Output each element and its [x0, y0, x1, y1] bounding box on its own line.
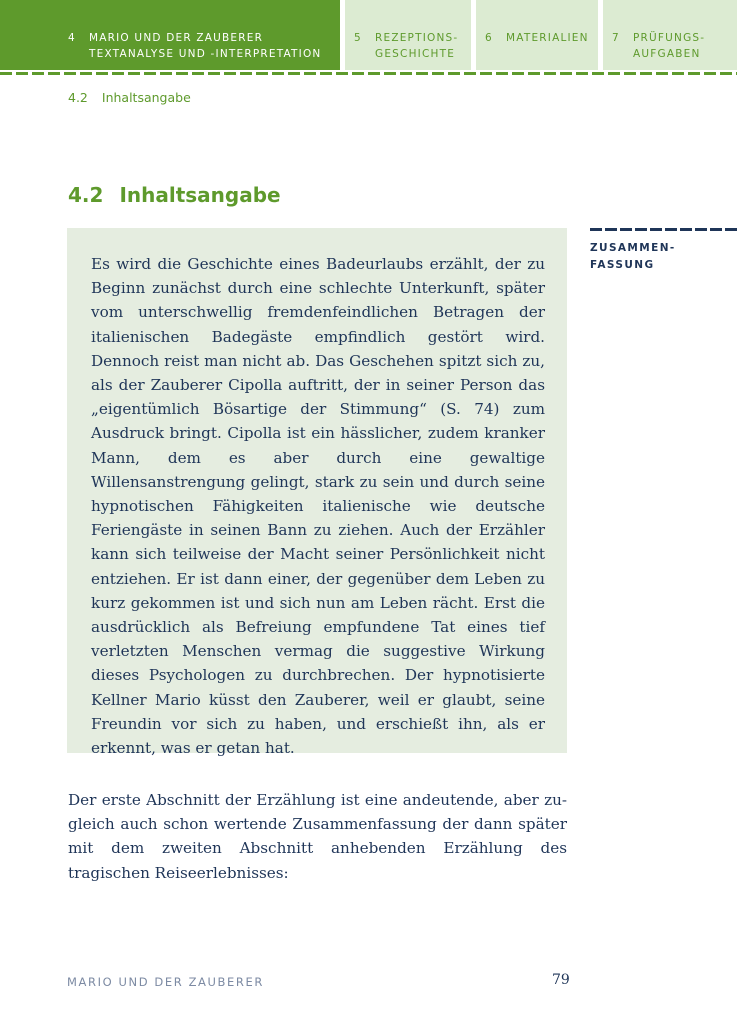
tab-chapter-5[interactable]: [345, 0, 471, 70]
page-number: 79: [552, 972, 570, 988]
tab-number: 5: [354, 32, 362, 44]
tab-label: MARIO UND DER ZAUBERER TEXTANALYSE UND -INTERPRETATION: [89, 32, 322, 60]
section-title: [68, 183, 281, 207]
footer-title: MARIO UND DER ZAUBERER: [67, 975, 264, 989]
margin-note: ZUSAMMEN- FASSUNG: [590, 242, 676, 271]
tab-chapter-4[interactable]: [0, 0, 340, 70]
tab-label: PRÜFUNGS- AUFGABEN: [633, 32, 706, 60]
summary-text: Es wird die Geschichte eines Badeurlaubs erzählt, der zu Beginn zunächst durch eine schlechte Unterkunft, später vom unterschwellig fremdenfeindlichen Betragen der italienischen Badegäste empfindlich gestört wird. Dennoch reist man nicht ab. Das Geschehen spitzt sich zu, als der Zauberer Cipolla auftritt, der in seiner Person das „eigentümlich Bösartige der Stimmung“ (S. 74) zum Ausdruck bringt. Cipolla ist ein hässlicher, zudem kranker Mann, dem es aber durch eine gewaltige Willensanstrengung gelingt, stark zu sein und durch seine hypnotischen Fähigkeiten italienische wie deutsche Feriengäste in seinen Bann zu ziehen. Auch der Erzähler kann sich teilweise der Macht seiner Persönlichkeit nicht entziehen. Er ist dann einer, der gegenüber dem Leben zu kurz gekommen ist und sich nun am Leben rächt. Erst die ausdrücklich als Befreiung empfundene Tat eines tief verletzten Menschen vermag die suggestive Wirkung dieses Psychologen zu durchbrechen. Der hypnotisierte Kellner Mario küsst den Zauberer, weil er glaubt, seine Freundin vor sich zu haben, und erschießt ihn, als er erkennt, was er getan hat.: [91, 255, 545, 758]
breadcrumb: [68, 90, 191, 105]
tab-number: 6: [485, 32, 493, 44]
summary-box: [67, 228, 567, 758]
chapter-navigation: [0, 0, 737, 70]
tab-label: REZEPTIONS- GESCHICHTE: [375, 32, 459, 60]
section-heading: Inhaltsangabe: [119, 183, 281, 207]
header-dashed-rule: [0, 72, 737, 75]
tab-chapter-6[interactable]: [476, 0, 598, 70]
tab-number: 7: [612, 32, 620, 44]
tab-label: MATERIALIEN: [506, 32, 589, 44]
tab-number: 4: [68, 32, 76, 44]
margin-dashed-rule: [590, 228, 737, 231]
body-paragraph: Der erste Abschnitt der Erzählung ist eine andeutende, aber zugleich auch schon wertende Zusammenfassung der dann später mit dem zweiten Abschnitt anhebenden Erzählung des tragischen Reiseerlebnisses:: [68, 791, 567, 882]
breadcrumb-number: 4.2: [68, 90, 88, 105]
tab-chapter-7[interactable]: [603, 0, 737, 70]
breadcrumb-label: Inhaltsangabe: [101, 90, 191, 105]
section-number: 4.2: [68, 183, 104, 207]
